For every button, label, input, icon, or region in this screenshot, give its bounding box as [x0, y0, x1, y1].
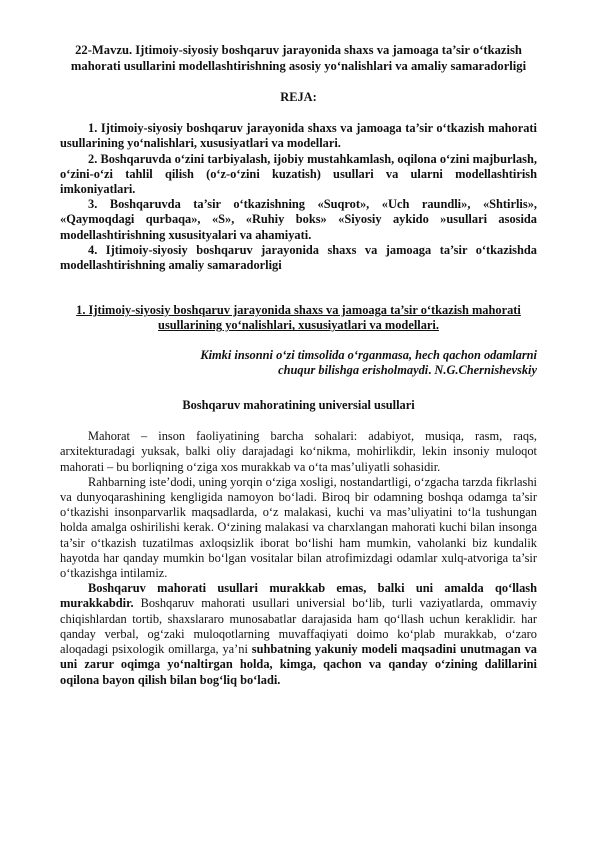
paragraph-3	[60, 581, 537, 687]
epigraph-line-1: Kimki insonni o‘zi timsolida o‘rganmasa, hech qachon odamlarni	[200, 347, 537, 362]
epigraph-separator: .	[428, 362, 435, 377]
plan-item-1: 1. Ijtimoiy-siyosiy boshqaruv jarayonida shaxs va jamoaga ta’sir o‘tkazish mahorati usullarining yo‘nalishlari, xususiyatlari va modellari.	[60, 121, 537, 151]
plan-item-2: 2. Boshqaruvda o‘zini tarbiyalash, ijobiy mustahkamlash, oqilona o‘zini majburlash, o‘zini-o‘zi tahlil qilish (o‘z-o‘zini kuzatish) usullari va ularni modellashtirish imkoniyatlari.	[60, 151, 537, 197]
plan-heading: REJA:	[280, 90, 317, 104]
plan-list	[60, 121, 537, 273]
section-heading: 1. Ijtimoiy-siyosiy boshqaruv jarayonida shaxs va jamoaga ta’sir o‘tkazish mahorati usullarining yo‘nalishlari, xususiyatlari va modellari.	[76, 303, 521, 333]
epigraph	[60, 348, 537, 378]
paragraph-3-bold-tail: suhbatning yakuniy modeli maqsadini unutmagan va uni zarur oqimga yo‘naltirgan holda, kimga, qachon va qanday o‘zining dalillarini oqilona bayon qilish bilan bog‘liq bo‘ladi.	[60, 642, 537, 687]
document-title: 22-Mavzu. Ijtimoiy-siyosiy boshqaruv jarayonida shaxs va jamoaga ta’sir o‘tkazish mahorati usullarini modellashtirishning asosiy yo‘nalishlari va amaliy samaradorligi	[70, 43, 527, 73]
plan-item-3: 3. Boshqaruvda ta’sir o‘tkazishning «Suqrot», «Uch raundli», «Shtirlis», «Qaymoqdagi qurbaqa», «S», «Ruhiy boks» «Siyosiy aykido »usullari asosida modellashtirishning xususityalari va ahamiyati.	[60, 197, 537, 242]
paragraph-1: Mahorat – inson faoliyatining barcha sohalari: adabiyot, musiqa, rasm, raqs, arxitekturadagi yuksak, balki oliy darajadagi ko‘nikma, mohirlikdir, lekin insoniy muloqot mahorati – bu borliqning o‘ziga xos murakkab va o‘ta mas’uliyatli sohasidir.	[60, 429, 537, 474]
document-page	[60, 42, 537, 688]
paragraph-3-bold-lead: Boshqaruv mahorati usullari murakkab emas, balki uni amalda qo‘llash murakkabdir.	[60, 581, 537, 611]
epigraph-line-2	[60, 363, 537, 378]
paragraph-2: Rahbarning iste’dodi, uning yorqin o‘ziga xosligi, nostandartligi, o‘zgacha tarzda fikrlashi va dunyoqarashining kengligida namoyon bo‘ladi. Biroq bir odamning boshqa odamga ta’sir o‘tkazishi insonparvarlik maqsadlarda, o‘z malakasi, kuchi va mas’uliyatini to‘la tushungan holda amalga oshirilishi kerak. O‘zining malakasi va charxlangan mahorati kuchi bilan insonga ta’sir o‘tkazish tuzatilmas axloqsizlik iborat bo‘lishi ham mumkin, vaholanki biz kundalik hayotda har qanday mumkin bo‘lgan vositalar bilan atrofimizdagi odamlar xulq-atvoriga ta’sir o‘tkazishga intilamiz.	[60, 474, 537, 581]
epigraph-quote: chuqur bilishga erisholmaydi	[278, 362, 429, 377]
paragraph-3-body: Boshqaruv mahorati usullari universial bo‘lib, turli vaziyatlarda, ommaviy chiqishlardan tortib, shaxslararo munosabatlar darajasida ham qo‘llash uchun keraklidir. har qanday verbal, og‘zaki muloqotlarning muvaffaqiyati doimo ko‘plab murakkab, o‘zaro aloqadagi psixologik omillarga, ya’ni	[60, 596, 537, 657]
plan-item-4: 4. Ijtimoiy-siyosiy boshqaruv jarayonida shaxs va jamoaga ta’sir o‘tkazishda modellashtirishning amaliy samaradorligi	[60, 242, 537, 273]
subheading: Boshqaruv mahoratining universial usullari	[182, 398, 415, 413]
epigraph-author: N.G.Chernishevskiy	[434, 362, 537, 377]
